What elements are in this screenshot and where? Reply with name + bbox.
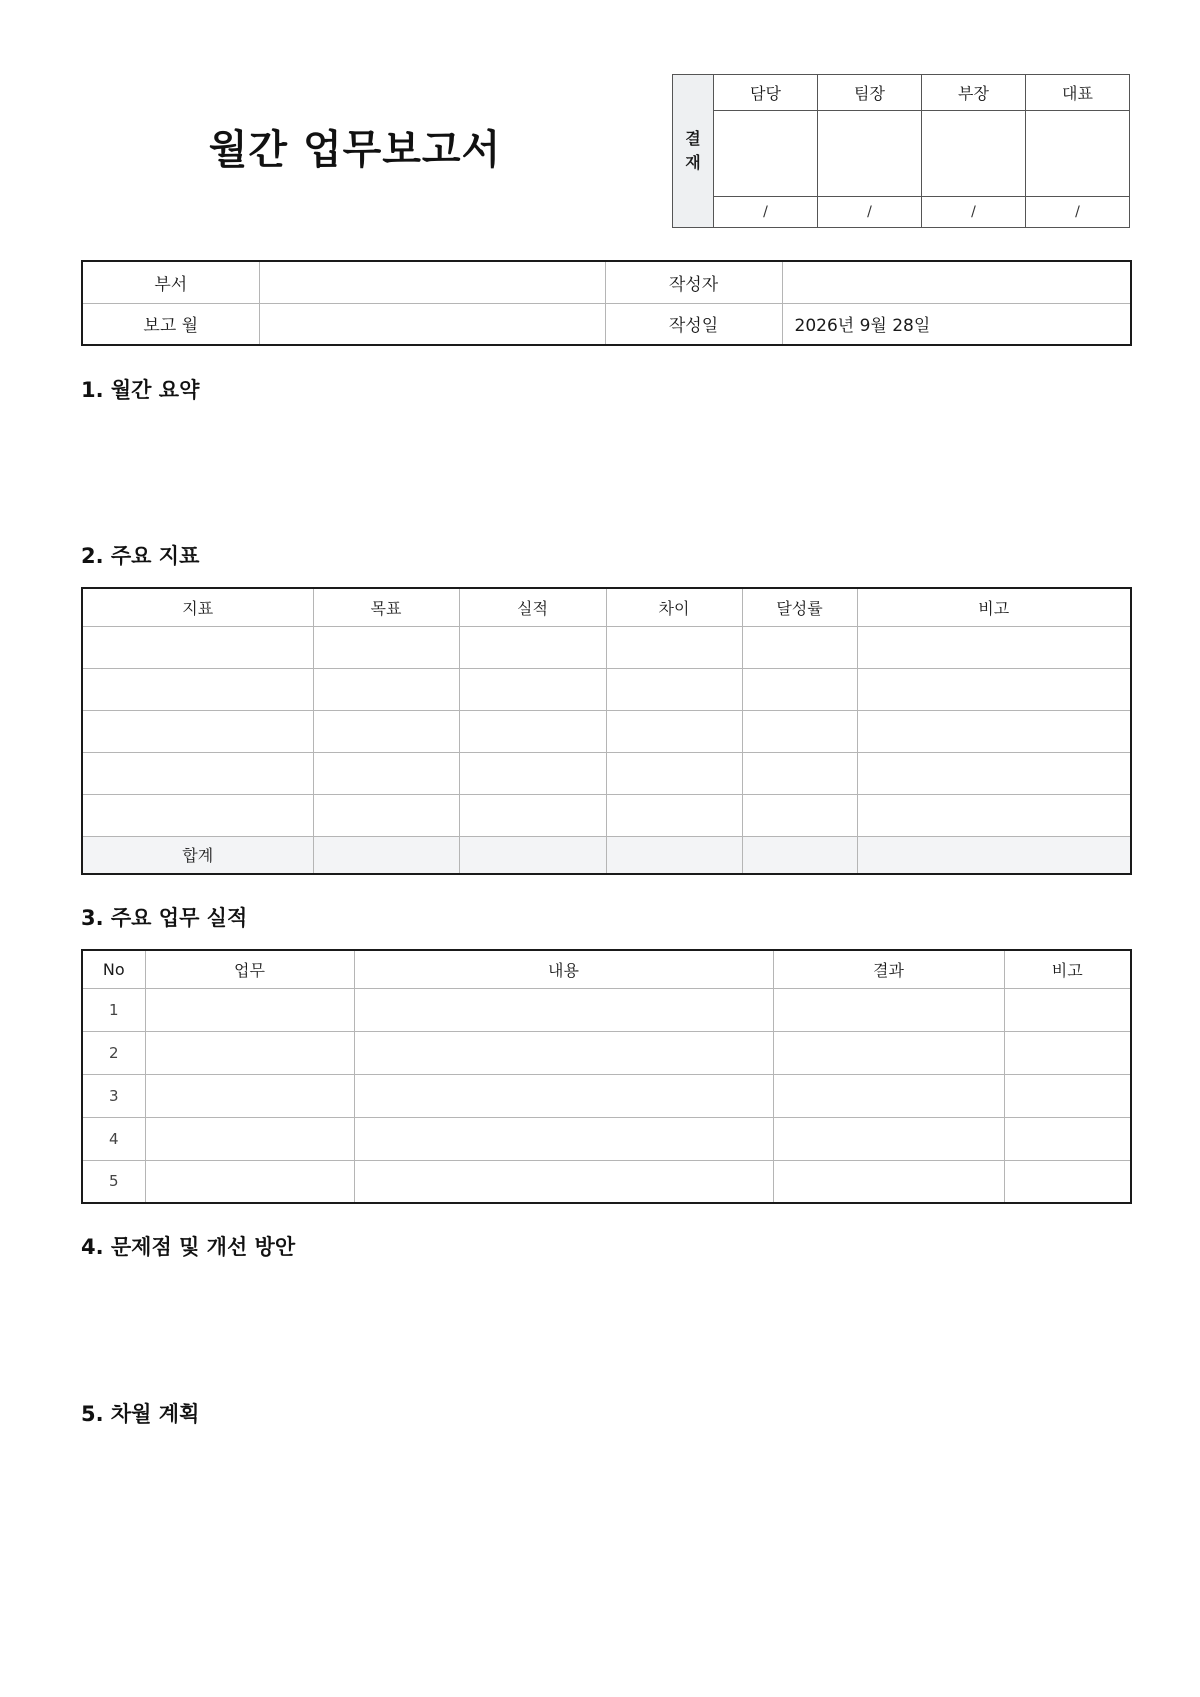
work-cell[interactable] (1004, 988, 1131, 1031)
approval-date-manager[interactable]: / (922, 197, 1026, 228)
work-cell[interactable] (145, 1074, 354, 1117)
work-cell[interactable] (145, 1160, 354, 1203)
table-row (82, 1160, 1131, 1203)
kpi-total-cell[interactable] (313, 836, 459, 874)
work-cell[interactable] (773, 1031, 1004, 1074)
kpi-cell[interactable] (459, 794, 606, 836)
work-cell[interactable] (145, 1031, 354, 1074)
section-next-month-plan: 5. 차월 계획 (81, 1402, 200, 1426)
kpi-cell[interactable] (857, 710, 1131, 752)
work-cell[interactable] (1004, 1031, 1131, 1074)
work-cell[interactable] (773, 1160, 1004, 1203)
kpi-cell[interactable] (313, 668, 459, 710)
kpi-total-cell[interactable] (742, 836, 857, 874)
date-label: 작성일 (605, 303, 782, 345)
kpi-cell[interactable] (606, 794, 742, 836)
kpi-total-cell[interactable] (459, 836, 606, 874)
next-month-plan-area[interactable] (81, 1436, 1130, 1636)
work-header-result: 결과 (773, 950, 1004, 988)
work-cell[interactable] (354, 1031, 773, 1074)
table-row (82, 710, 1131, 752)
kpi-total-label: 합계 (82, 836, 313, 874)
kpi-cell[interactable] (742, 794, 857, 836)
table-row (82, 988, 1131, 1031)
kpi-cell[interactable] (606, 752, 742, 794)
work-cell[interactable] (354, 988, 773, 1031)
kpi-cell[interactable] (857, 668, 1131, 710)
kpi-cell[interactable] (606, 626, 742, 668)
kpi-cell[interactable] (82, 626, 313, 668)
kpi-header-difference: 차이 (606, 588, 742, 626)
author-field[interactable] (782, 261, 1131, 303)
table-row (82, 794, 1131, 836)
report-month-field[interactable] (259, 303, 605, 345)
work-cell[interactable] (354, 1160, 773, 1203)
author-label: 작성자 (605, 261, 782, 303)
kpi-total-cell[interactable] (606, 836, 742, 874)
work-header-content: 내용 (354, 950, 773, 988)
kpi-cell[interactable] (313, 752, 459, 794)
document-title: 월간 업무보고서 (208, 127, 502, 173)
table-row (82, 1117, 1131, 1160)
kpi-cell[interactable] (82, 752, 313, 794)
work-cell[interactable] (354, 1074, 773, 1117)
approval-role-team-leader: 팀장 (818, 75, 922, 111)
work-cell[interactable] (145, 988, 354, 1031)
row-number: 4 (82, 1117, 145, 1160)
kpi-cell[interactable] (82, 668, 313, 710)
work-header-task: 업무 (145, 950, 354, 988)
work-cell[interactable] (773, 1117, 1004, 1160)
table-row (82, 752, 1131, 794)
work-cell[interactable] (145, 1117, 354, 1160)
monthly-summary-area[interactable] (81, 410, 1130, 530)
table-row (82, 668, 1131, 710)
kpi-cell[interactable] (459, 668, 606, 710)
approval-sign-staff[interactable] (714, 111, 818, 197)
work-results-table (81, 949, 1132, 1204)
kpi-header-metric: 지표 (82, 588, 313, 626)
table-row (82, 1031, 1131, 1074)
kpi-cell[interactable] (857, 752, 1131, 794)
kpi-cell[interactable] (742, 626, 857, 668)
approval-role-manager: 부장 (922, 75, 1026, 111)
work-cell[interactable] (773, 988, 1004, 1031)
kpi-cell[interactable] (313, 626, 459, 668)
table-row (82, 626, 1131, 668)
kpi-header-target: 목표 (313, 588, 459, 626)
kpi-cell[interactable] (313, 794, 459, 836)
report-info-table (81, 260, 1132, 346)
department-label: 부서 (82, 261, 259, 303)
approval-sign-ceo[interactable] (1026, 111, 1130, 197)
row-number: 3 (82, 1074, 145, 1117)
kpi-cell[interactable] (606, 668, 742, 710)
work-cell[interactable] (773, 1074, 1004, 1117)
report-month-label: 보고 월 (82, 303, 259, 345)
kpi-header-actual: 실적 (459, 588, 606, 626)
date-field[interactable]: 2026년 9월 28일 (782, 303, 1131, 345)
row-number: 1 (82, 988, 145, 1031)
department-field[interactable] (259, 261, 605, 303)
kpi-cell[interactable] (82, 710, 313, 752)
kpi-total-cell[interactable] (857, 836, 1131, 874)
approval-role-ceo: 대표 (1026, 75, 1130, 111)
approval-date-team-leader[interactable]: / (818, 197, 922, 228)
kpi-cell[interactable] (459, 752, 606, 794)
work-header-remarks: 비고 (1004, 950, 1131, 988)
kpi-table (81, 587, 1132, 875)
kpi-cell[interactable] (742, 668, 857, 710)
kpi-header-achievement: 달성률 (742, 588, 857, 626)
kpi-cell[interactable] (459, 626, 606, 668)
section-work-results: 3. 주요 업무 실적 (81, 906, 248, 930)
kpi-total-row (82, 836, 1131, 874)
section-key-metrics: 2. 주요 지표 (81, 544, 200, 568)
work-cell[interactable] (1004, 1074, 1131, 1117)
approval-box (672, 74, 1130, 228)
approval-date-ceo[interactable]: / (1026, 197, 1130, 228)
approval-sign-team-leader[interactable] (818, 111, 922, 197)
kpi-cell[interactable] (857, 794, 1131, 836)
kpi-cell[interactable] (313, 710, 459, 752)
kpi-cell[interactable] (82, 794, 313, 836)
section-monthly-summary: 1. 월간 요약 (81, 378, 200, 402)
kpi-cell[interactable] (606, 710, 742, 752)
approval-sign-manager[interactable] (922, 111, 1026, 197)
table-row (82, 1074, 1131, 1117)
issues-improvements-area[interactable] (81, 1268, 1130, 1388)
row-number: 2 (82, 1031, 145, 1074)
kpi-header-remarks: 비고 (857, 588, 1131, 626)
section-issues-improvements: 4. 문제점 및 개선 방안 (81, 1235, 296, 1259)
work-cell[interactable] (1004, 1117, 1131, 1160)
approval-date-staff[interactable]: / (714, 197, 818, 228)
row-number: 5 (82, 1160, 145, 1203)
kpi-cell[interactable] (459, 710, 606, 752)
work-cell[interactable] (1004, 1160, 1131, 1203)
work-header-no: No (82, 950, 145, 988)
kpi-cell[interactable] (857, 626, 1131, 668)
work-cell[interactable] (354, 1117, 773, 1160)
kpi-cell[interactable] (742, 752, 857, 794)
approval-side-label: 결 재 (673, 75, 714, 228)
approval-role-staff: 담당 (714, 75, 818, 111)
kpi-cell[interactable] (742, 710, 857, 752)
